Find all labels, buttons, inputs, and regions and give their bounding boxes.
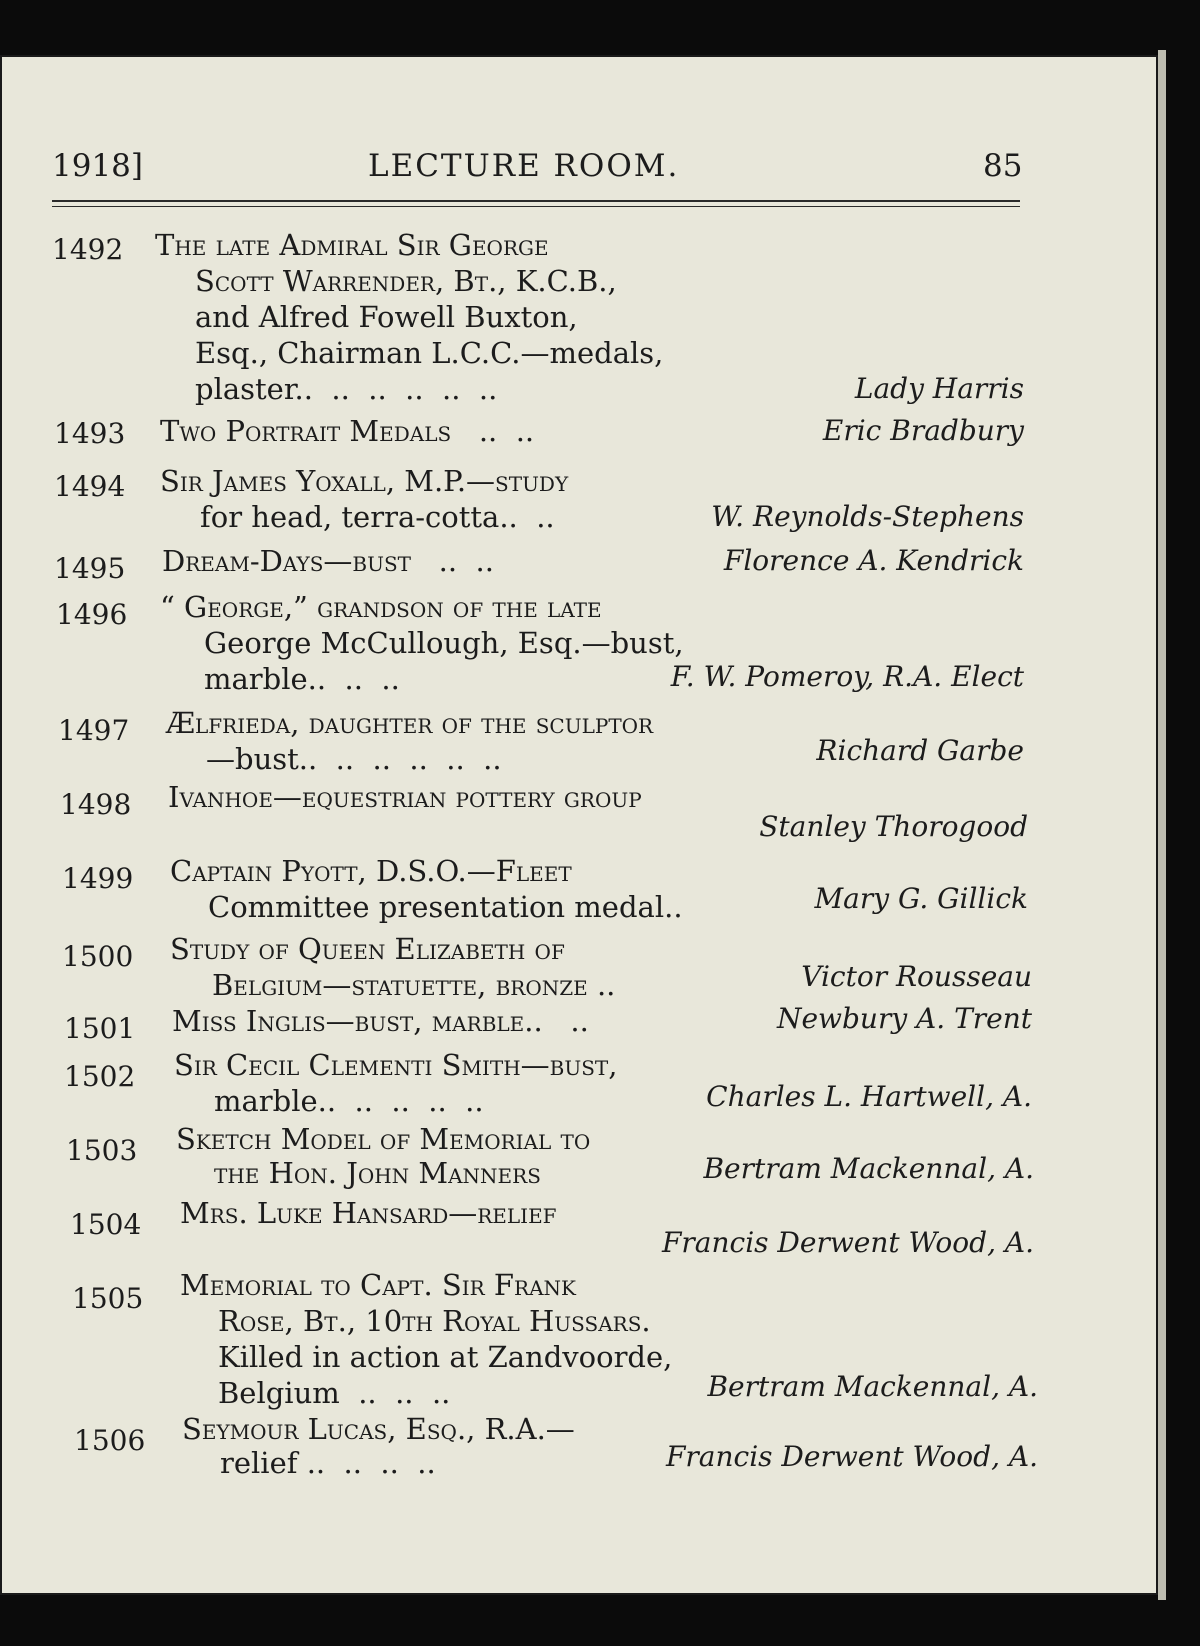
entry-title-line: Memorial to Capt. Sir Frank [180,1268,576,1302]
entry-title-line: Ivanhoe—equestrian pottery group [168,780,642,814]
entry-title-line: Study of Queen Elizabeth of [170,932,565,966]
page-number: 85 [983,148,1023,184]
artist-name: Eric Bradbury [822,414,1024,447]
entry-number: 1500 [62,940,134,973]
entry-title-line: Mrs. Luke Hansard—relief [180,1196,557,1230]
entry-number: 1497 [58,714,130,747]
entry-title-line: Belgium—statuette, bronze .. [212,968,616,1002]
artist-name: Florence A. Kendrick [723,544,1024,577]
artist-name: Mary G. Gillick [814,882,1028,915]
entry-title-line: Two Portrait Medals .. .. [160,414,535,448]
entry-number: 1492 [52,233,124,266]
page-edge [1158,50,1166,1600]
entry-number: 1493 [54,417,126,450]
entry-title-line: Miss Inglis—bust, marble.. .. [172,1004,589,1038]
artist-name: Bertram Mackennal, A. [707,1370,1038,1403]
artist-name: Victor Rousseau [801,960,1032,993]
entry-number: 1506 [74,1424,146,1457]
header-rule [52,200,1020,202]
artist-name: F. W. Pomeroy, R.A. Elect [670,660,1024,693]
entry-title-line: marble.. .. .. .. .. [214,1084,484,1118]
artist-name: Stanley Thorogood [759,810,1028,843]
entry-number: 1504 [70,1208,142,1241]
entry-number: 1501 [64,1012,136,1045]
entry-title-line: The late Admiral Sir George [155,228,549,262]
entry-number: 1505 [72,1282,144,1315]
entry-number: 1496 [56,598,128,631]
entry-title-line: Killed in action at Zandvoorde, [218,1340,673,1374]
entry-title-line: Scott Warrender, Bt., K.C.B., [195,264,617,298]
artist-name: Lady Harris [854,372,1024,405]
entry-title-line: “ George,” grandson of the late [160,590,602,624]
artist-name: Francis Derwent Wood, A. [661,1226,1034,1259]
running-head [0,148,1040,198]
entry-number: 1499 [62,862,134,895]
artist-name: Francis Derwent Wood, A. [665,1440,1038,1473]
entry-title-line: George McCullough, Esq.—bust, [204,626,684,660]
entry-title-line: Sketch Model of Memorial to [176,1122,591,1156]
entry-title-line: the Hon. John Manners [214,1156,541,1190]
entry-title-line: for head, terra-cotta.. .. [200,500,555,534]
running-head-year: 1918] [52,148,143,184]
entry-number: 1494 [54,470,126,503]
entry-title-line: Esq., Chairman L.C.C.—medals, [195,336,664,370]
entry-number: 1502 [64,1060,136,1093]
entry-number: 1495 [54,552,126,585]
entry-title-line: Rose, Bt., 10th Royal Hussars. [218,1304,651,1338]
artist-name: Newbury A. Trent [776,1002,1032,1035]
entry-title-line: and Alfred Fowell Buxton, [195,300,578,334]
entry-title-line: plaster.. .. .. .. .. .. [195,372,498,406]
artist-name: Charles L. Hartwell, A. [706,1080,1032,1113]
artist-name: Richard Garbe [816,734,1024,767]
entry-title-line: Belgium .. .. .. [218,1376,451,1410]
artist-name: W. Reynolds-Stephens [711,500,1024,533]
entry-title-line: Ælfrieda, daughter of the sculptor [166,706,654,740]
entry-title-line: Committee presentation medal.. [208,890,683,924]
entry-title-line: Captain Pyott, D.S.O.—Fleet [170,854,572,888]
entry-title-line: —bust.. .. .. .. .. .. [206,742,502,776]
artist-name: Bertram Mackennal, A. [703,1152,1034,1185]
header-rule [52,206,1020,207]
entry-title-line: Sir James Yoxall, M.P.—study [160,464,569,498]
entry-number: 1498 [60,788,132,821]
entry-title-line: Seymour Lucas, Esq., R.A.— [182,1412,575,1446]
entry-title-line: relief .. .. .. .. [220,1446,436,1480]
entry-title-line: Dream-Days—bust .. .. [162,544,494,578]
running-head-title: LECTURE ROOM. [368,148,680,184]
entry-title-line: Sir Cecil Clementi Smith—bust, [174,1048,618,1082]
entry-number: 1503 [66,1134,138,1167]
entry-title-line: marble.. .. .. [204,662,400,696]
